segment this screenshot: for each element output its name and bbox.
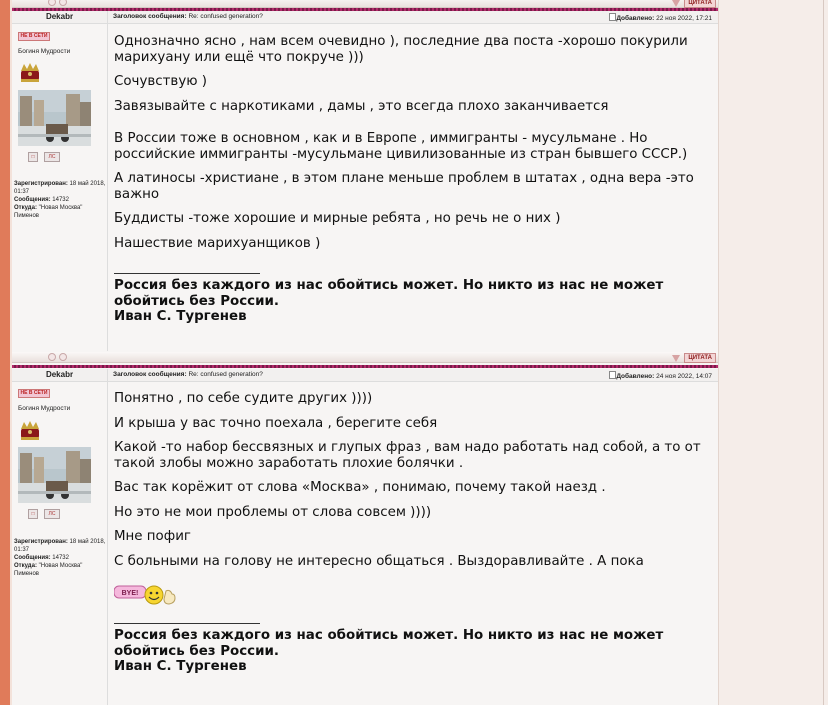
crown-icon bbox=[18, 418, 42, 442]
profile-icon[interactable] bbox=[48, 353, 56, 361]
signature bbox=[114, 628, 714, 675]
post-paragraph: И крыша у вас точно поехала , берегите себя bbox=[114, 415, 438, 431]
post-body bbox=[114, 34, 714, 325]
post-date-value: 22 ноя 2022, 17:21 bbox=[656, 15, 712, 22]
user-rank: Богиня Мудрости bbox=[18, 48, 71, 55]
post-header bbox=[12, 11, 718, 24]
post-paragraph: В России тоже в основном , как и в Европе , иммигранты - мусульмане . Но российские иммигранты -мусульмане цивилизованные из стран бывшего СССР.) bbox=[114, 131, 688, 162]
post bbox=[12, 369, 718, 705]
post-date bbox=[609, 371, 712, 380]
signature-line: Россия без каждого из нас обойтись может. Но никто из нас не может обойтись без России. bbox=[114, 628, 664, 659]
post-date bbox=[609, 13, 712, 22]
post-paragraph: Сочувствую ) bbox=[114, 74, 208, 89]
post-paragraph: С больными на голову не интересно общаться . Выздоравливайте . А пока bbox=[114, 553, 644, 569]
post-actions-bar-prev bbox=[12, 0, 718, 8]
from-label: Откуда: bbox=[14, 205, 37, 211]
profile-icon[interactable] bbox=[48, 0, 56, 6]
post-paragraph: Мне пофиг bbox=[114, 529, 191, 544]
from-value: "Новая Москва" Пименов bbox=[14, 205, 83, 219]
messages-value: 14732 bbox=[52, 197, 69, 203]
forum-topic bbox=[12, 0, 718, 705]
left-accent-stripe bbox=[0, 0, 10, 705]
registered-value: 18 май 2018, 01:37 bbox=[14, 181, 106, 195]
quote-button[interactable]: ЦИТАТА bbox=[684, 0, 716, 8]
signature-line: Иван С. Тургенев bbox=[114, 659, 247, 674]
post-header bbox=[12, 369, 718, 382]
post-paragraph: Однозначно ясно , нам всем очевидно ), последние два поста -хорошо покурили марихуану или ещё что покруче ))) bbox=[114, 34, 688, 65]
signature-line: Иван С. Тургенев bbox=[114, 309, 247, 324]
post-separator bbox=[12, 365, 718, 368]
avatar[interactable] bbox=[18, 447, 91, 503]
from-value: "Новая Москва" Пименов bbox=[14, 563, 83, 577]
from-label: Откуда: bbox=[14, 563, 37, 569]
post-author[interactable]: Dekabr bbox=[45, 370, 74, 379]
post-date-value: 24 ноя 2022, 14:07 bbox=[656, 373, 712, 380]
post-subject bbox=[113, 371, 263, 378]
post-subject bbox=[113, 13, 263, 20]
post-date-label: Добавлено: bbox=[616, 15, 655, 22]
post-paragraph: Вас так корёжит от слова «Москва» , понимаю, почему такой наезд . bbox=[114, 480, 606, 495]
bye-smiley bbox=[114, 583, 180, 607]
post-paragraph: Буддисты -тоже хорошие и мирные ребята , но речь не о них ) bbox=[114, 211, 561, 226]
registered-label: Зарегистрирован: bbox=[14, 539, 68, 545]
post-body bbox=[114, 391, 714, 675]
smiley-text: BYE! bbox=[121, 590, 139, 597]
quote-button[interactable]: ЦИТАТА bbox=[684, 353, 716, 363]
report-icon[interactable] bbox=[672, 355, 680, 362]
pm-button[interactable]: ЛС bbox=[44, 509, 60, 519]
signature-divider bbox=[114, 623, 260, 624]
post-subject-text: Re: confused generation? bbox=[188, 13, 263, 20]
post-paragraph: Завязывайте с наркотиками , дамы , это всегда плохо заканчивается bbox=[114, 98, 609, 114]
post-subject-text: Re: confused generation? bbox=[188, 371, 263, 378]
column-divider bbox=[107, 11, 108, 351]
user-info bbox=[14, 538, 106, 578]
post bbox=[12, 11, 718, 351]
messages-label: Сообщения: bbox=[14, 197, 51, 203]
pm-button[interactable]: ЛС bbox=[44, 152, 60, 162]
column-divider bbox=[107, 369, 108, 705]
registered-label: Зарегистрирован: bbox=[14, 181, 68, 187]
right-gutter bbox=[718, 0, 828, 705]
signature-line: Россия без каждого из нас обойтись может. Но никто из нас не может обойтись без России. bbox=[114, 278, 664, 309]
offline-badge: НЕ В СЕТИ bbox=[18, 32, 50, 41]
profile-icon[interactable]: □ bbox=[28, 509, 38, 519]
report-icon[interactable] bbox=[672, 0, 680, 7]
user-rank: Богиня Мудрости bbox=[18, 405, 71, 412]
pm-icon[interactable] bbox=[59, 353, 67, 361]
user-info bbox=[14, 180, 106, 220]
post-paragraph: А латиносы -христиане , в этом плане меньше проблем в штатах , одна вера -это важно bbox=[114, 171, 694, 202]
post-actions-bar bbox=[12, 352, 718, 363]
post-paragraph: Понятно , по себе судите других )))) bbox=[114, 391, 373, 406]
messages-value: 14732 bbox=[52, 555, 69, 561]
messages-label: Сообщения: bbox=[14, 555, 51, 561]
post-date-label: Добавлено: bbox=[616, 373, 655, 380]
post-paragraph: Какой -то набор бессвязных и глупых фраз , вам надо работать над собой, а то от такой злобы можно заработать плохие болячки . bbox=[114, 440, 701, 471]
registered-value: 18 май 2018, 01:37 bbox=[14, 539, 106, 553]
offline-badge: НЕ В СЕТИ bbox=[18, 389, 50, 398]
signature-divider bbox=[114, 273, 260, 274]
post-paragraph: Нашествие марихуанщиков ) bbox=[114, 235, 321, 251]
signature bbox=[114, 278, 714, 325]
avatar[interactable] bbox=[18, 90, 91, 146]
post-subject-label: Заголовок сообщения: bbox=[113, 371, 187, 378]
post-paragraph: Но это не мои проблемы от слова совсем )))) bbox=[114, 504, 432, 520]
post-author[interactable]: Dekabr bbox=[45, 12, 74, 21]
pm-icon[interactable] bbox=[59, 0, 67, 6]
profile-icon[interactable]: □ bbox=[28, 152, 38, 162]
post-subject-label: Заголовок сообщения: bbox=[113, 13, 187, 20]
crown-icon bbox=[18, 60, 42, 84]
